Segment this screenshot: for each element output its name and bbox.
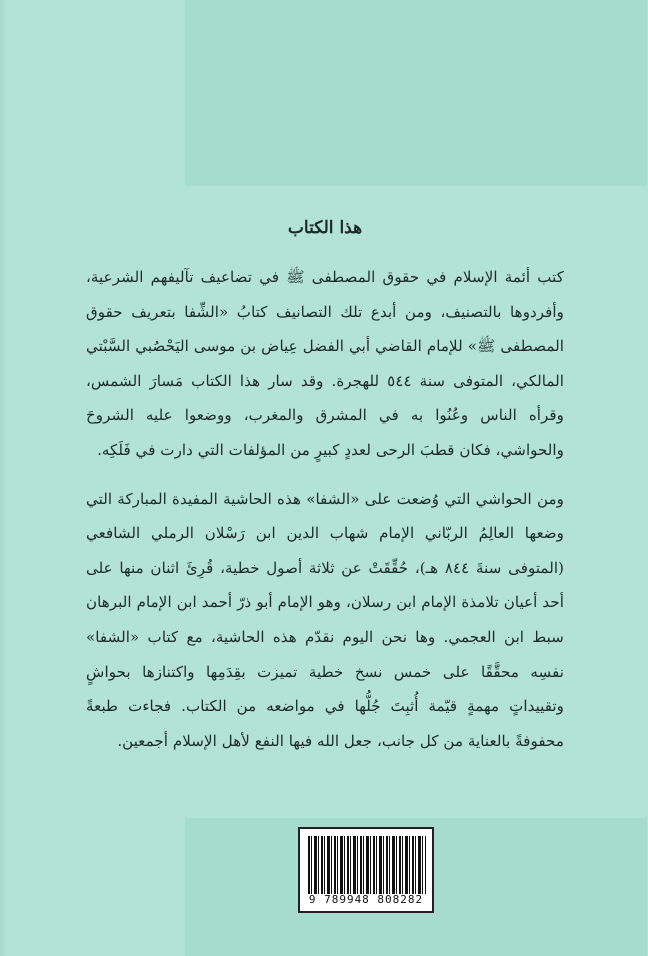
barcode-bars [308, 836, 426, 894]
top-color-panel [185, 0, 647, 186]
barcode-number: 9 789948 808282 [308, 893, 424, 906]
blurb-heading: هذا الكتاب [287, 218, 363, 238]
blurb-paragraph-2: ومن الحواشي التي وُضعت على «الشفا» هذه الحاشية المفيدة المباركة التي وضعها العالِمُ الربّاني الإمام شهاب الدين ابن رَسْلان الرملي الشافعي (المتوفى سنةَ ٨٤٤ هـ)، حُقِّقَتْ عن ثلاثة أصول خطية، قُرِئَ اثنان منها على أحد أعيان تلامذة الإمام ابن رسلان، وهو الإمام أبو ذرّ أحمد ابن الإمام البرهان سبط ابن العجمي. وها نحن اليوم نقدّم هذه الحاشية، مع كتاب «الشفا» نفسِه محقَّقًا على خمس نسخ خطية تميزت بقِدَمِها واكتنازها بحواشٍ وتقييداتٍ مهمةٍ قيّمة أُثبِتَ جُلُّها في مواضعه من الكتاب. فجاءت طبعةً محفوفةً بالعناية من كل جانب، جعل الله فيها النفع لأهل الإسلام أجمعين. [86, 489, 564, 750]
blurb-paragraph-1: كتب أئمة الإسلام في حقوق المصطفى ﷺ في تضاعيف تآليفهم الشرعية، وأفردوها بالتصنيف، ومن أبدع تلك التصانيف كتابُ «الشِّفا بتعريف حقوق المصطفى ﷺ» للإمام القاضي أبي الفضل عِياض بن موسى اليَحْصُبي السَّبْتي المالكي، المتوفى سنة ٥٤٤ للهجرة. وقد سار هذا الكتاب مَسارَ الشمس، وقرأه الناس وعُنُوا به في المشرق والمغرب، ووضعوا عليه الشروحَ والحواشي، فكان قطبَ الرحى لعددٍ كبيرٍ من المؤلفات التي دارت في فَلَكِه. [86, 268, 564, 459]
isbn-barcode [298, 827, 434, 913]
blurb-section [86, 200, 564, 758]
